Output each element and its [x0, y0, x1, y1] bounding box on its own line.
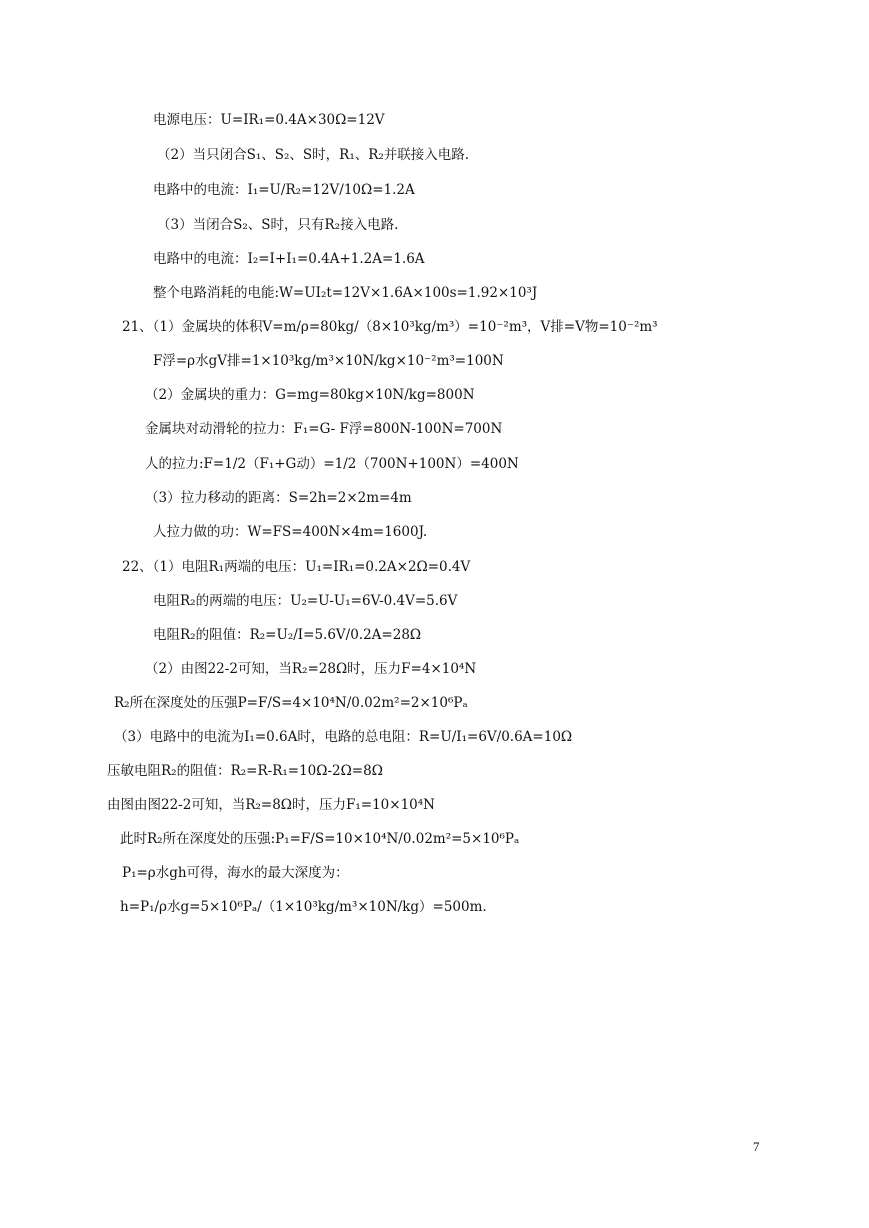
text-line: （2）金属块的重力：G=mg=80kg×10N/kg=800N [145, 387, 475, 403]
text-line: 人的拉力:F=1/2（F₁+G动）=1/2（700N+100N）=400N [145, 456, 519, 472]
text-line: 电路中的电流：I₂=I+I₁=0.4A+1.2A=1.6A [153, 251, 425, 267]
text-line: 此时R₂所在深度处的压强:P₁=F/S=10×10⁴N/0.02m²=5×10⁶Pₐ [120, 831, 520, 847]
text-line: （3）当闭合S₂、S时，只有R₂接入电路. [157, 217, 399, 233]
text-line: （2）由图22-2可知，当R₂=28Ω时，压力F=4×10⁴N [145, 661, 477, 677]
text-line: 电阻R₂的阻值：R₂=U₂/I=5.6V/0.2A=28Ω [153, 627, 422, 643]
text-line: （2）当只闭合S₁、S₂、S时，R₁、R₂并联接入电路. [157, 147, 470, 163]
text-line: F浮=ρ水gV排=1×10³kg/m³×10N/kg×10⁻²m³=100N [153, 353, 504, 369]
text-line: （3）电路中的电流为I₁=0.6A时，电路的总电阻：R=U/I₁=6V/0.6A=10Ω [114, 729, 573, 745]
text-line: 金属块对动滑轮的拉力：F₁=G- F浮=800N-100N=700N [145, 421, 503, 437]
text-line: 21、（1）金属块的体积V=m/ρ=80kg/（8×10³kg/m³）=10⁻²m³，V排=V物=10⁻²m³ [122, 319, 658, 335]
text-line: h=P₁/ρ水g=5×10⁶Pₐ/（1×10³kg/m³×10N/kg）=500m. [120, 899, 487, 915]
text-line: P₁=ρ水gh可得，海水的最大深度为： [122, 865, 349, 881]
page-number: 7 [753, 1139, 760, 1154]
text-line: （3）拉力移动的距离：S=2h=2×2m=4m [145, 490, 412, 506]
text-line: R₂所在深度处的压强P=F/S=4×10⁴N/0.02m²=2×10⁶Pₐ [114, 695, 468, 711]
text-line: 由图由图22-2可知，当R₂=8Ω时，压力F₁=10×10⁴N [107, 797, 435, 813]
text-line: 电阻R₂的两端的电压：U₂=U-U₁=6V-0.4V=5.6V [153, 593, 458, 609]
text-line: 压敏电阻R₂的阻值：R₂=R-R₁=10Ω-2Ω=8Ω [107, 763, 383, 779]
text-line: 22、（1）电阻R₁两端的电压：U₁=IR₁=0.2A×2Ω=0.4V [122, 559, 471, 575]
text-line: 人拉力做的功：W=FS=400N×4m=1600J. [153, 524, 428, 540]
text-line: 电路中的电流：I₁=U/R₂=12V/10Ω=1.2A [153, 182, 415, 198]
text-line: 电源电压：U=IR₁=0.4A×30Ω=12V [153, 112, 385, 128]
text-line: 整个电路消耗的电能:W=UI₂t=12V×1.6A×100s=1.92×10³J [153, 285, 538, 301]
